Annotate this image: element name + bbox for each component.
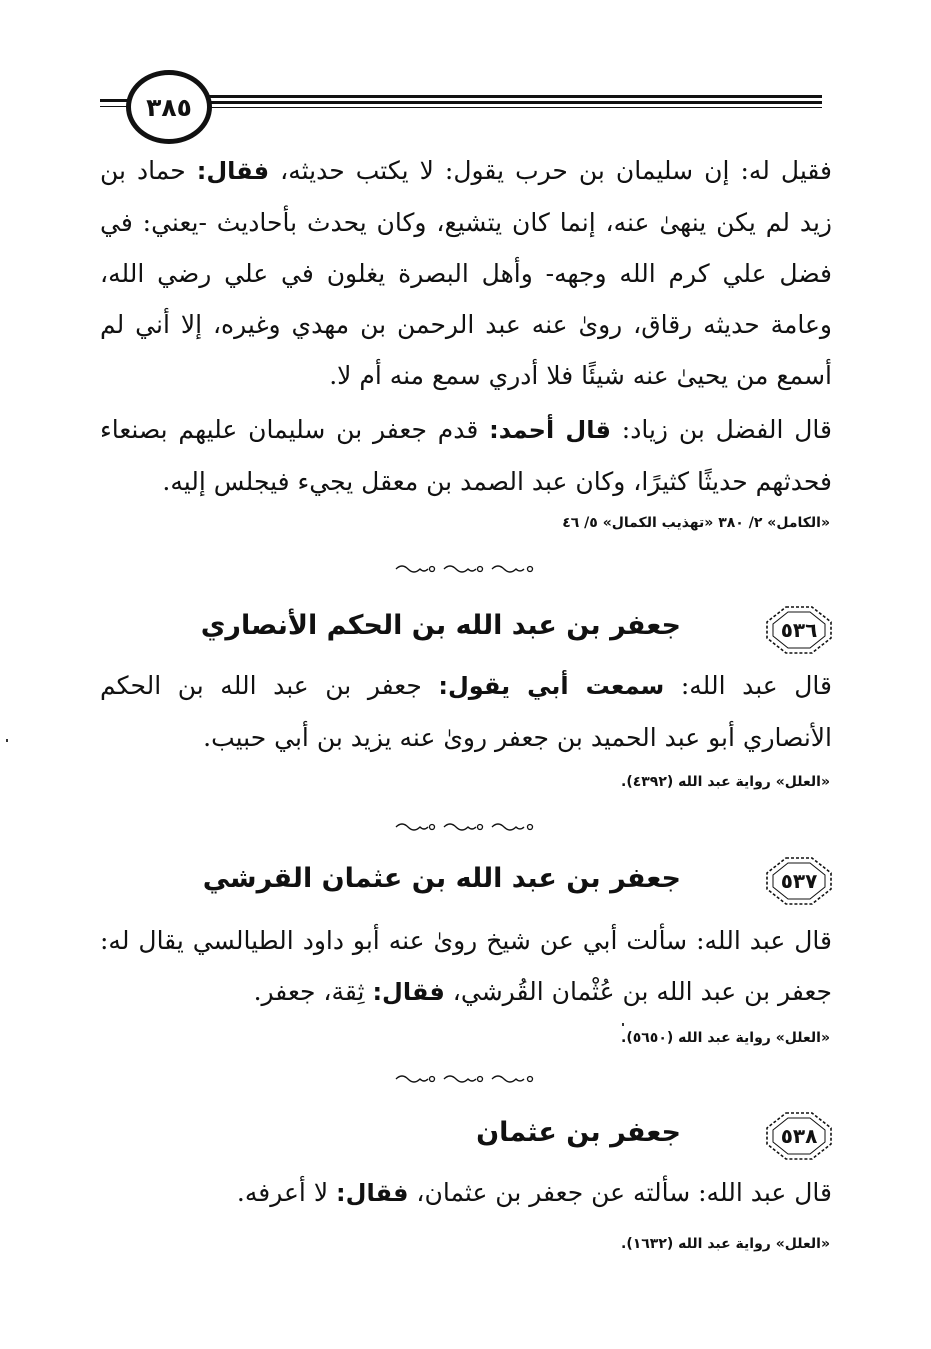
scan-speck [6,739,8,742]
paragraph-2-bold: قال أحمد: [489,416,611,444]
ornament-divider-1 [392,562,542,576]
entry-body-text-b: لا أعرفه. [236,1178,337,1207]
header-rule-right [190,95,822,98]
entry-body-text-b: جعفر بن عبد الله بن الحكم الأنصاري أبو عبد الحميد بن جعفر روىٰ عنه يزيد بن أبي حبيب. [100,671,832,752]
entry-number: ٥٣٧ [780,869,818,893]
entry-body [100,915,832,1018]
ornament-divider-icon [392,562,542,576]
ornament-divider-3 [392,1072,542,1086]
paragraph-1-bold: فقال: [196,157,270,185]
entry-body-text-a: قال عبد الله: [664,671,832,700]
entry-number-badge [764,855,834,907]
entry-source: «العلل» رواية عبد الله (٥٦٥٠). [621,1030,830,1046]
entry-body [100,1167,832,1219]
entry-title: جعفر بن عثمان [476,1117,681,1148]
source-citation-1: «الكامل» ٢/ ٣٨٠ «تهذيب الكمال» ٥/ ٤٦ [562,515,830,531]
scan-speck [622,1023,624,1026]
entry-source: «العلل» رواية عبد الله (١٦٣٢). [621,1236,830,1252]
header-rule-right-3 [190,107,822,108]
paragraph-1-text-a: فقيل له: إن سليمان بن حرب يقول: لا يكتب حديثه، [269,156,833,185]
entry-title: جعفر بن عبد الله بن الحكم الأنصاري [200,610,681,641]
entry-body [100,660,832,763]
entry-number-badge [764,1110,834,1162]
header-rule-right-2 [190,101,822,104]
paragraph-2-text-a: قال الفضل بن زياد: [610,415,833,444]
entry-body-bold: فقال: [372,978,445,1006]
entry-body-text-a: قال عبد الله: سألته عن جعفر بن عثمان، [408,1178,832,1207]
entry-body-bold: فقال: [336,1179,409,1207]
entry-body-text-a: قال عبد الله: سألت أبي عن شيخ روىٰ عنه أبو داود الطيالسي يقال له: جعفر بن عبد الله بن عُثْمان القُرشي، [100,926,832,1006]
entry-title: جعفر بن عبد الله بن عثمان القرشي [202,863,681,894]
ornament-divider-2 [392,820,542,834]
paragraph-2-text-b: قدم جعفر بن سليمان عليهم بصنعاء فحدثهم حديثًا كثيرًا، وكان عبد الصمد بن معقل يجيء فيجلس إليه. [100,415,832,496]
entry-number-badge [764,604,834,656]
paragraph-1-text-b: حماد بن زيد لم يكن ينهىٰ عنه، إنما كان يتشيع، وكان يحدث بأحاديث -يعني: في فضل علي كرم الله وجهه- وأهل البصرة يغلون في علي رضي الله، وعامة حديثه رقاق، روىٰ عنه عبد الرحمن بن مهدي وغيره، إلا أني لم أسمع من يحيىٰ عنه شيئًا فلا أدري سمع منه أم لا. [100,156,832,390]
entry-body-text-b: ثِقة، جعفر. [253,977,373,1006]
entry-number: ٥٣٦ [780,618,818,642]
paragraph-1 [100,145,832,401]
page-number: ٣٨٥ [126,70,212,144]
ornament-divider-icon [392,820,542,834]
entry-body-bold: سمعت أبي يقول: [438,672,665,700]
ornament-divider-icon [392,1072,542,1086]
entry-source: «العلل» رواية عبد الله (٤٣٩٢). [621,774,830,790]
paragraph-2 [100,404,832,507]
entry-number: ٥٣٨ [780,1124,818,1148]
